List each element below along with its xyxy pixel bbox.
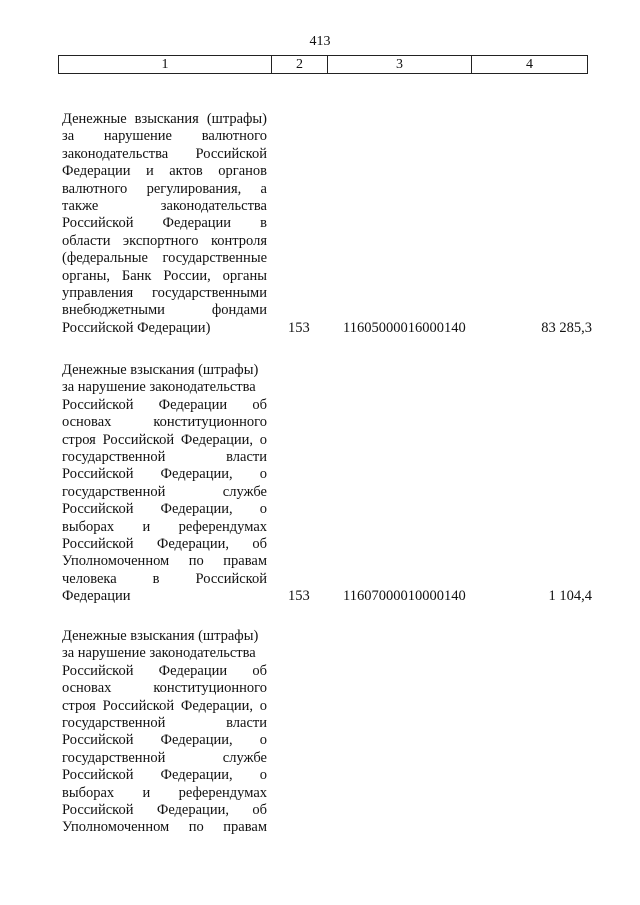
budget-classification-code: 11607000010000140: [343, 588, 466, 605]
column-header-1: 1: [59, 56, 272, 74]
description-line: выборах и референдумах: [62, 784, 267, 801]
description-line: государственной службе: [62, 749, 267, 766]
description-line: выборах и референдумах: [62, 518, 267, 535]
description-line: Денежные взыскания (штрафы): [62, 362, 259, 378]
row-description: [62, 111, 267, 337]
description-line: государственной службе: [62, 483, 267, 500]
column-header-2: 2: [272, 56, 328, 74]
column-header-table: [58, 55, 588, 74]
table-row: [62, 628, 592, 837]
description-line: Российской Федерации, о: [62, 732, 267, 749]
description-line: строя Российской Федерации, о: [62, 697, 267, 714]
description-line: Российской Федерации): [62, 319, 211, 336]
description-line: также законодательства: [62, 198, 267, 215]
description-line: Денежные взыскания (штрафы): [62, 111, 267, 127]
description-line: Российской Федерации, о: [62, 466, 267, 483]
description-line: основах конституционного: [62, 680, 267, 697]
description-line: строя Российской Федерации, о: [62, 431, 267, 448]
description-line: Федерации и актов органов: [62, 163, 267, 180]
description-line: Российской Федерации в: [62, 215, 267, 232]
amount: 1 104,4: [548, 588, 592, 605]
admin-code: 153: [288, 588, 310, 605]
description-line: основах конституционного: [62, 414, 267, 431]
admin-code: 153: [288, 319, 310, 336]
description-line: валютного регулирования, а: [62, 180, 267, 197]
description-line: органы, Банк России, органы: [62, 267, 267, 284]
description-line: за нарушение законодательства: [62, 379, 256, 396]
description-line: Российской Федерации, об: [62, 536, 267, 553]
description-line: за нарушение валютного: [62, 128, 267, 145]
description-line: государственной власти: [62, 715, 267, 732]
column-header-3: 3: [328, 56, 472, 74]
description-line: Российской Федерации, о: [62, 767, 267, 784]
description-line: за нарушение законодательства: [62, 645, 256, 662]
description-line: Уполномоченном по правам: [62, 553, 267, 570]
description-line: человека в Российской: [62, 570, 267, 587]
description-line: (федеральные государственные: [62, 250, 267, 267]
description-line: внебюджетными фондами: [62, 302, 267, 319]
description-line: Российской Федерации об: [62, 662, 267, 679]
description-line: области экспортного контроля: [62, 232, 267, 249]
description-line: Денежные взыскания (штрафы): [62, 628, 259, 644]
row-description: [62, 628, 267, 837]
budget-classification-code: 11605000016000140: [343, 319, 466, 336]
amount: 83 285,3: [541, 319, 592, 336]
description-line: Федерации: [62, 588, 131, 605]
table-row: [62, 111, 592, 337]
row-description: [62, 362, 267, 606]
description-line: Российской Федерации, об: [62, 802, 267, 819]
description-line: Уполномоченном по правам: [62, 819, 267, 836]
column-header-4: 4: [472, 56, 588, 74]
description-line: Российской Федерации, о: [62, 501, 267, 518]
description-line: управления государственными: [62, 285, 267, 302]
description-line: Российской Федерации об: [62, 396, 267, 413]
description-line: государственной власти: [62, 449, 267, 466]
description-line: законодательства Российской: [62, 145, 267, 162]
page-number: 413: [309, 34, 331, 49]
table-row: [62, 362, 592, 606]
